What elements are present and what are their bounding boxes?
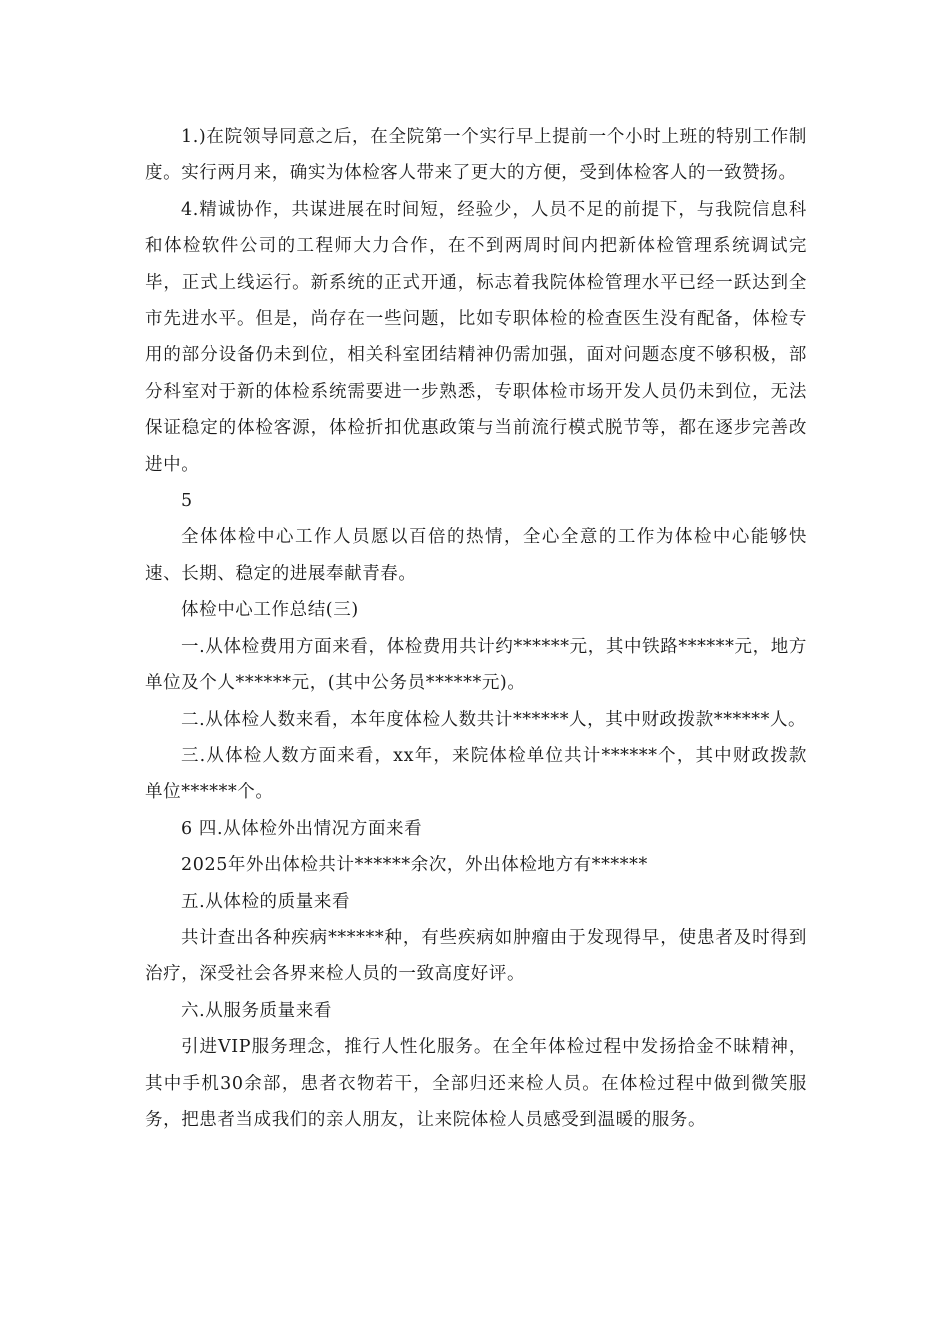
paragraph-quality: 共计查出各种疾病******种，有些疾病如肿瘤由于发现得早，使患者及时得到治疗，深受社会各界来检人员的一致高度好评。 — [145, 927, 807, 985]
section-heading-3: 体检中心工作总结(三) — [181, 600, 359, 621]
document-body — [145, 119, 807, 1138]
paragraph-3: 5 — [181, 491, 193, 512]
paragraph-outreach: 2025年外出体检共计******余次，外出体检地方有****** — [181, 855, 648, 876]
paragraph-4: 全体体检中心工作人员愿以百倍的热情，全心全意的工作为体检中心能够快速、长期、稳定的进展奉献青春。 — [145, 527, 807, 584]
paragraph-headcount: 二.从体检人数来看，本年度体检人数共计******人，其中财政拨款******人。 — [181, 709, 807, 730]
paragraph-cost: 一.从体检费用方面来看，体检费用共计约******元，其中铁路******元，地方单位及个人******元，(其中公务员******元)。 — [145, 636, 807, 694]
heading-outreach: 6 四.从体检外出情况方面来看 — [181, 818, 423, 839]
paragraph-service: 引进VIP服务理念，推行人性化服务。在全年体检过程中发扬拾金不昧精神，其中手机30余部，患者衣物若干，全部归还来检人员。在体检过程中做到微笑服务，把患者当成我们的亲人朋友，让来院体检人员感受到温暖的服务。 — [145, 1037, 807, 1130]
paragraph-1: 1.)在院领导同意之后，在全院第一个实行早上提前一个小时上班的特别工作制度。实行两月来，确实为体检客人带来了更大的方便，受到体检客人的一致赞扬。 — [145, 127, 807, 184]
heading-quality: 五.从体检的质量来看 — [181, 891, 351, 912]
paragraph-units: 三.从体检人数方面来看，xx年，来院体检单位共计******个，其中财政拨款单位******个。 — [145, 745, 807, 803]
heading-service: 六.从服务质量来看 — [181, 1000, 332, 1021]
paragraph-2: 4.精诚协作，共谋进展在时间短，经验少，人员不足的前提下，与我院信息科和体检软件公司的工程师大力合作，在不到两周时间内把新体检管理系统调试完毕，正式上线运行。新系统的正式开通，标志着我院体检管理水平已经一跃达到全市先进水平。但是，尚存在一些问题，比如专职体检的检查医生没有配备，体检专用的部分设备仍未到位，相关科室团结精神仍需加强，面对问题态度不够积极，部分科室对于新的体检系统需要进一步熟悉，专职体检市场开发人员仍未到位，无法保证稳定的体检客源，体检折扣优惠政策与当前流行模式脱节等，都在逐步完善改进中。 — [145, 199, 807, 475]
